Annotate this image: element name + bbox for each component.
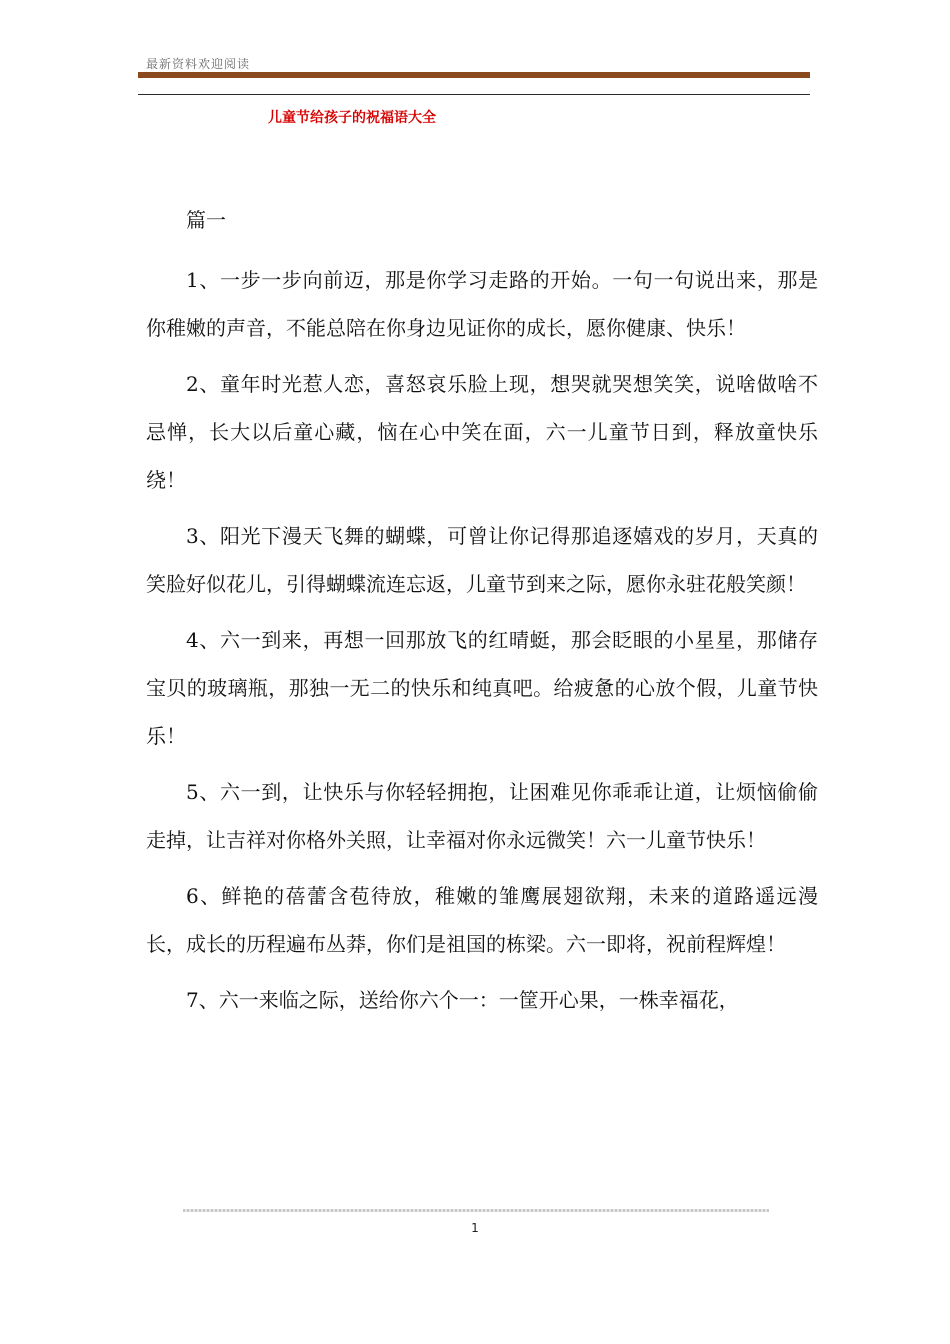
paragraph-4: 4、六一到来，再想一回那放飞的红晴蜓，那会眨眼的小星星，那储存宝贝的玻璃瓶，那独一无二的快乐和纯真吧。给疲惫的心放个假，儿童节快乐！ bbox=[146, 628, 818, 748]
paragraph-5: 5、六一到，让快乐与你轻轻拥抱，让困难见你乖乖让道，让烦恼偷偷走掉，让吉祥对你格外关照，让幸福对你永远微笑！六一儿童节快乐！ bbox=[146, 780, 818, 852]
document-title: 儿童节给孩子的祝福语大全 bbox=[268, 110, 436, 126]
document-body bbox=[146, 196, 818, 1024]
paragraph-2: 2、童年时光惹人恋，喜怒哀乐脸上现，想哭就哭想笑笑，说啥做啥不忌惮，长大以后童心藏，恼在心中笑在面，六一儿童节日到，释放童快乐绕！ bbox=[146, 372, 818, 492]
section-label: 篇一 bbox=[186, 208, 226, 232]
header-rule-thin bbox=[138, 94, 810, 95]
paragraph-1: 1、一步一步向前迈，那是你学习走路的开始。一句一句说出来，那是你稚嫩的声音，不能总陪在你身边见证你的成长，愿你健康、快乐！ bbox=[146, 268, 818, 340]
header-rule-thick bbox=[138, 72, 810, 78]
paragraph-6: 6、鲜艳的蓓蕾含苞待放，稚嫩的雏鹰展翅欲翔，未来的道路遥远漫长，成长的历程遍布丛莽，你们是祖国的栋梁。六一即将，祝前程辉煌！ bbox=[146, 884, 818, 956]
page-header-text: 最新资料欢迎阅读 bbox=[146, 57, 251, 71]
paragraph-7: 7、六一来临之际，送给你六个一：一筐开心果，一株幸福花， bbox=[186, 988, 739, 1012]
paragraph-3: 3、阳光下漫天飞舞的蝴蝶，可曾让你记得那追逐嬉戏的岁月，天真的笑脸好似花儿，引得蝴蝶流连忘返，儿童节到来之际，愿你永驻花般笑颜！ bbox=[146, 524, 818, 596]
footer-rule bbox=[183, 1209, 769, 1212]
page-number: 1 bbox=[471, 1221, 479, 1235]
